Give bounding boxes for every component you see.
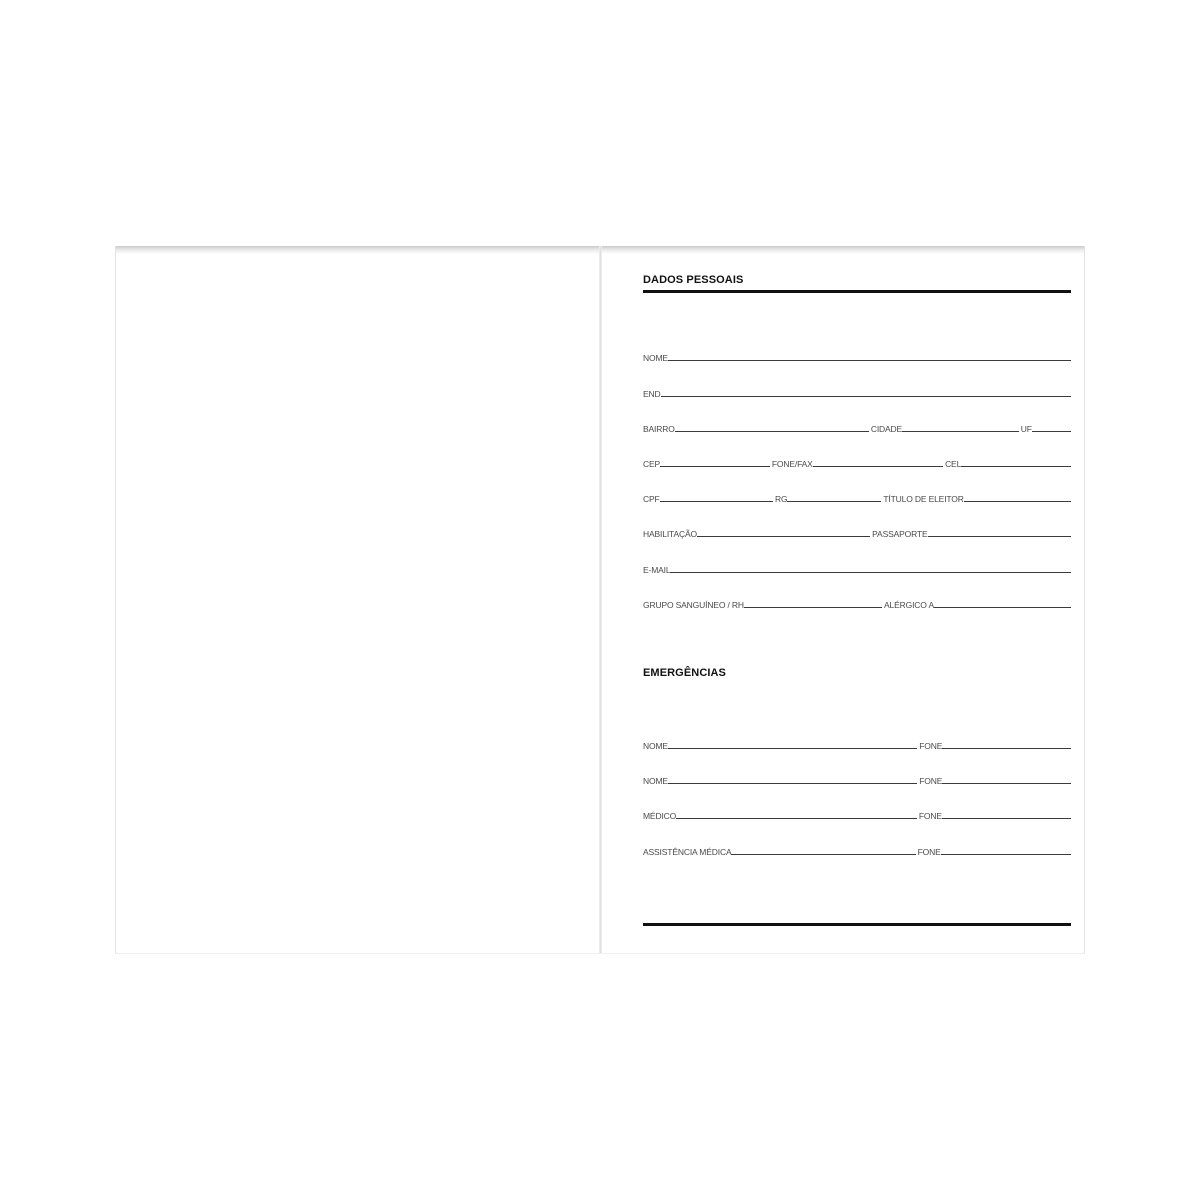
emergency-row-medico: [643, 809, 1071, 820]
row-cep-fone-cel: [643, 457, 1071, 468]
emergency-label: NOME: [643, 740, 668, 751]
row-nome: [643, 351, 1071, 362]
cpf-blank-line: [660, 501, 773, 502]
cidade-blank-line: [902, 431, 1019, 432]
row-grupo-sanguineo-alergico: [643, 598, 1071, 609]
label-email: E-MAIL: [643, 564, 671, 575]
emergency-row-assistencia: [643, 845, 1071, 856]
label-end: END: [643, 388, 661, 399]
passaporte-blank-line: [928, 536, 1071, 537]
label-habilitacao: HABILITAÇÃO: [643, 528, 697, 539]
emergency-phone-blank-line: [942, 818, 1071, 819]
label-cep: CEP: [643, 458, 661, 469]
label-fone-fax: FONE/FAX: [771, 458, 813, 469]
personal-data-heading: DADOS PESSOAIS: [643, 274, 744, 286]
nome-blank-line: [668, 360, 1071, 361]
end-blank-line: [661, 396, 1072, 397]
emergencies-heading: EMERGÊNCIAS: [643, 667, 726, 679]
label-nome: NOME: [643, 352, 668, 363]
emergency-row-2: [643, 774, 1071, 785]
assistencia-medica-blank-line: [731, 854, 915, 855]
left-page-blank: [116, 246, 600, 953]
label-cidade: CIDADE: [870, 423, 903, 434]
emergency-phone-label: FONE: [919, 740, 943, 751]
emergency-phone-label: FONE: [917, 846, 941, 857]
emergency-row-1: [643, 739, 1071, 750]
medico-blank-line: [676, 818, 917, 819]
emergency-phone-blank-line: [941, 854, 1071, 855]
cel-blank-line: [961, 466, 1071, 467]
alergico-blank-line: [934, 607, 1071, 608]
label-bairro: BAIRRO: [643, 423, 675, 434]
row-email: [643, 563, 1071, 574]
emergency-name-blank-line: [668, 783, 917, 784]
row-cpf-rg-titulo: [643, 492, 1071, 503]
bairro-blank-line: [675, 431, 869, 432]
row-bairro-cidade-uf: [643, 422, 1071, 433]
habilitacao-blank-line: [697, 536, 870, 537]
label-grupo-sanguineo: GRUPO SANGUÍNEO / RH: [643, 599, 744, 610]
fone-fax-blank-line: [813, 466, 943, 467]
label-cpf: CPF: [643, 493, 660, 504]
emergency-phone-blank-line: [942, 748, 1071, 749]
uf-blank-line: [1032, 431, 1071, 432]
label-alergico: ALÉRGICO A: [884, 599, 934, 610]
row-end: [643, 387, 1071, 398]
rg-blank-line: [787, 501, 881, 502]
label-uf: UF: [1020, 423, 1032, 434]
emergency-name-blank-line: [668, 748, 917, 749]
personal-data-heading-rule: [643, 290, 1071, 293]
label-cel: CEL: [945, 458, 962, 469]
titulo-eleitor-blank-line: [964, 501, 1071, 502]
bottom-rule: [643, 923, 1071, 926]
emergency-phone-label: FONE: [919, 775, 943, 786]
label-rg: RG: [775, 493, 788, 504]
grupo-sanguineo-blank-line: [744, 607, 882, 608]
emergency-label: NOME: [643, 775, 668, 786]
emergency-label: MÉDICO: [643, 810, 677, 821]
label-passaporte: PASSAPORTE: [872, 528, 928, 539]
label-titulo-eleitor: TÍTULO DE ELEITOR: [883, 493, 964, 504]
emergency-label: ASSISTÊNCIA MÉDICA: [643, 846, 732, 857]
row-habilitacao-passaporte: [643, 527, 1071, 538]
email-blank-line: [670, 572, 1071, 573]
emergency-phone-blank-line: [942, 783, 1071, 784]
cep-blank-line: [660, 466, 770, 467]
emergency-phone-label: FONE: [918, 810, 942, 821]
